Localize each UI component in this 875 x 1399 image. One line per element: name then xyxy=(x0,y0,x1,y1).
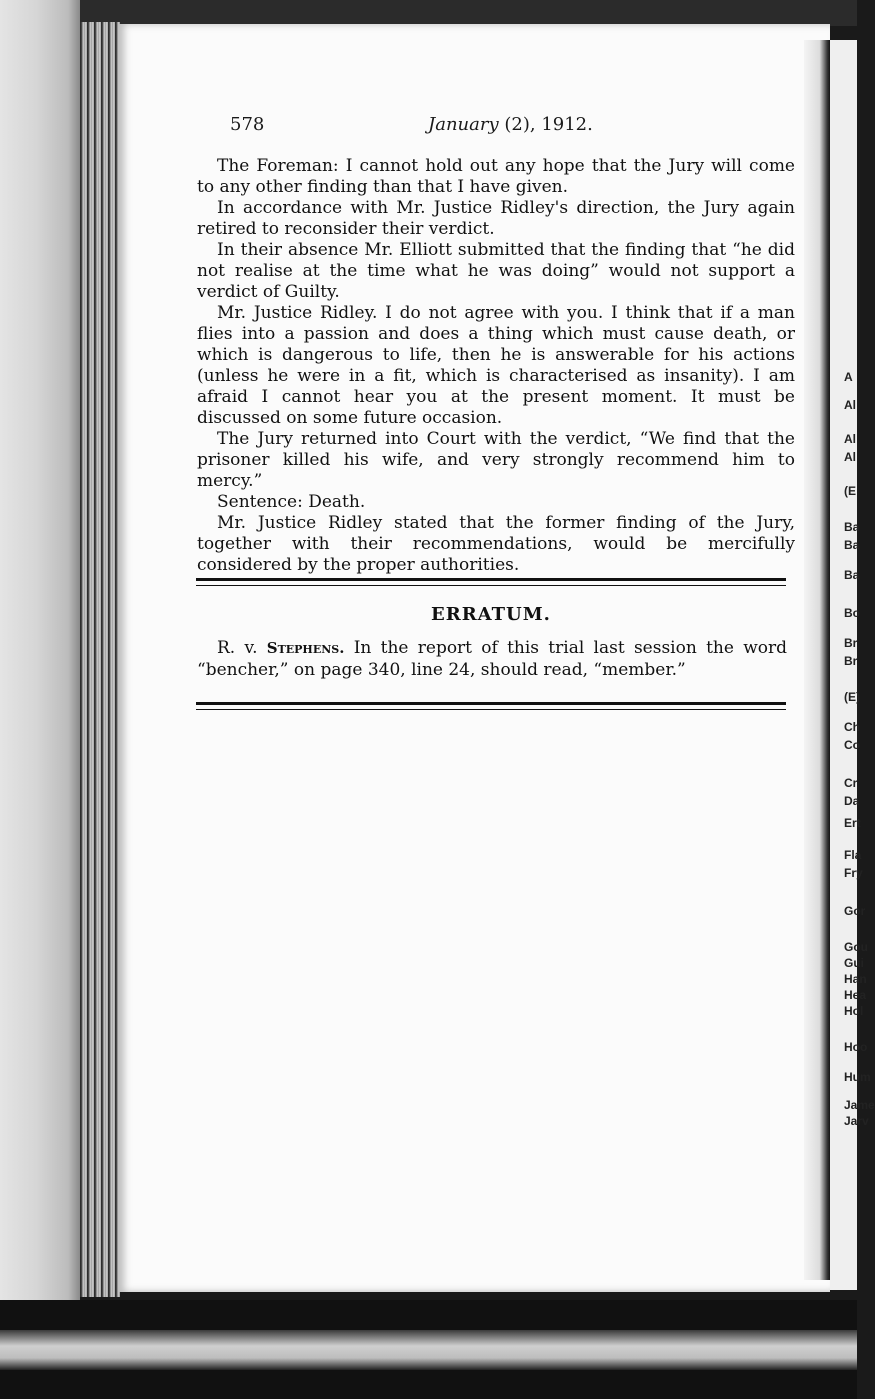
facing-page-fragment: Hea xyxy=(844,988,867,1002)
facing-page-fragment: Br xyxy=(844,654,858,668)
facing-page-fragment: Gou xyxy=(844,940,868,954)
running-header xyxy=(230,114,600,138)
page-number: 578 xyxy=(230,114,265,135)
erratum-paragraph xyxy=(197,637,787,681)
facing-page-fragment: Ba xyxy=(844,538,860,552)
scanner-bottom-strip xyxy=(0,1330,857,1370)
facing-page-fragment: Ba xyxy=(844,568,860,582)
facing-page-fragment: Co xyxy=(844,738,860,752)
facing-page-fragment: Hoo xyxy=(844,1040,868,1054)
paragraph: The Foreman: I cannot hold out any hope that the Jury will come to any other finding than that I have given. xyxy=(197,156,795,197)
case-prefix: R. v. xyxy=(217,638,258,658)
facing-page-fragment: Al xyxy=(844,432,856,446)
erratum-heading: ERRATUM. xyxy=(431,604,551,625)
facing-page-fragment: Fla xyxy=(844,848,862,862)
facing-page-fragment: (E) xyxy=(844,690,860,704)
facing-page-fragment: Cr xyxy=(844,776,858,790)
erratum-text xyxy=(197,637,787,681)
paragraph: Mr. Justice Ridley. I do not agree with you. I think that if a man flies into a passion and does a thing which must cause death, or which is dangerous to life, then he is answerable for his actions (unless he were in a fit, which is characterised as insanity). I am afraid I cannot hear you at the present moment. It must be discussed on some future occasion. xyxy=(197,303,795,428)
case-name: Stephens. xyxy=(266,639,345,657)
facing-page-fragment: Hol xyxy=(844,1004,864,1018)
erratum-body: In the report of this trial last session the word “bencher,” on page 340, line 24, should read, “member.” xyxy=(197,638,787,680)
facing-page-fragment: Ch xyxy=(844,720,860,734)
facing-page-fragment: Fry xyxy=(844,866,863,880)
facing-page-fragment: (E xyxy=(844,484,856,498)
running-title-month: January xyxy=(428,114,499,135)
facing-page-fragment: Bo xyxy=(844,606,860,620)
facing-page-fragment: Gui xyxy=(844,956,864,970)
facing-page xyxy=(830,40,875,1290)
scanner-left-margin xyxy=(0,0,80,1375)
book-page-edges xyxy=(80,22,120,1297)
running-title-date: (2), 1912. xyxy=(504,114,593,135)
facing-page-fragment: Hum xyxy=(844,1070,871,1084)
facing-page-fragment: Br xyxy=(844,636,858,650)
facing-page-fragment: Ert xyxy=(844,816,861,830)
facing-page-fragment: Ba xyxy=(844,520,860,534)
report-body xyxy=(197,156,795,576)
scanner-top-band xyxy=(0,0,857,26)
closing-divider-rule xyxy=(196,702,786,710)
running-title xyxy=(428,114,593,135)
paragraph: The Jury returned into Court with the verdict, “We find that the prisoner killed his wife, and very strongly recommend him to mercy.” xyxy=(197,429,795,491)
paragraph: In accordance with Mr. Justice Ridley's direction, the Jury again retired to reconsider their verdict. xyxy=(197,198,795,239)
facing-page-fragment: Han xyxy=(844,972,867,986)
facing-page-fragment: Jarv xyxy=(844,1114,869,1128)
facing-page-fragment: Jame xyxy=(844,1098,875,1112)
paragraph: In their absence Mr. Elliott submitted that the finding that “he did not realise at the time what he was doing” would not support a verdict of Guilty. xyxy=(197,240,795,302)
facing-page-fragment: A xyxy=(844,370,853,384)
section-divider-rule xyxy=(196,578,786,586)
book-gutter xyxy=(804,40,830,1280)
facing-page-fragment: Gor xyxy=(844,904,866,918)
paragraph: Sentence: Death. xyxy=(217,492,366,512)
paragraph: Mr. Justice Ridley stated that the former finding of the Jury, together with their recommendations, would be mercifully considered by the proper authorities. xyxy=(197,513,795,575)
facing-page-fragment: Al xyxy=(844,450,856,464)
facing-page-fragment: Da xyxy=(844,794,860,808)
facing-page-fragment: Al xyxy=(844,398,856,412)
